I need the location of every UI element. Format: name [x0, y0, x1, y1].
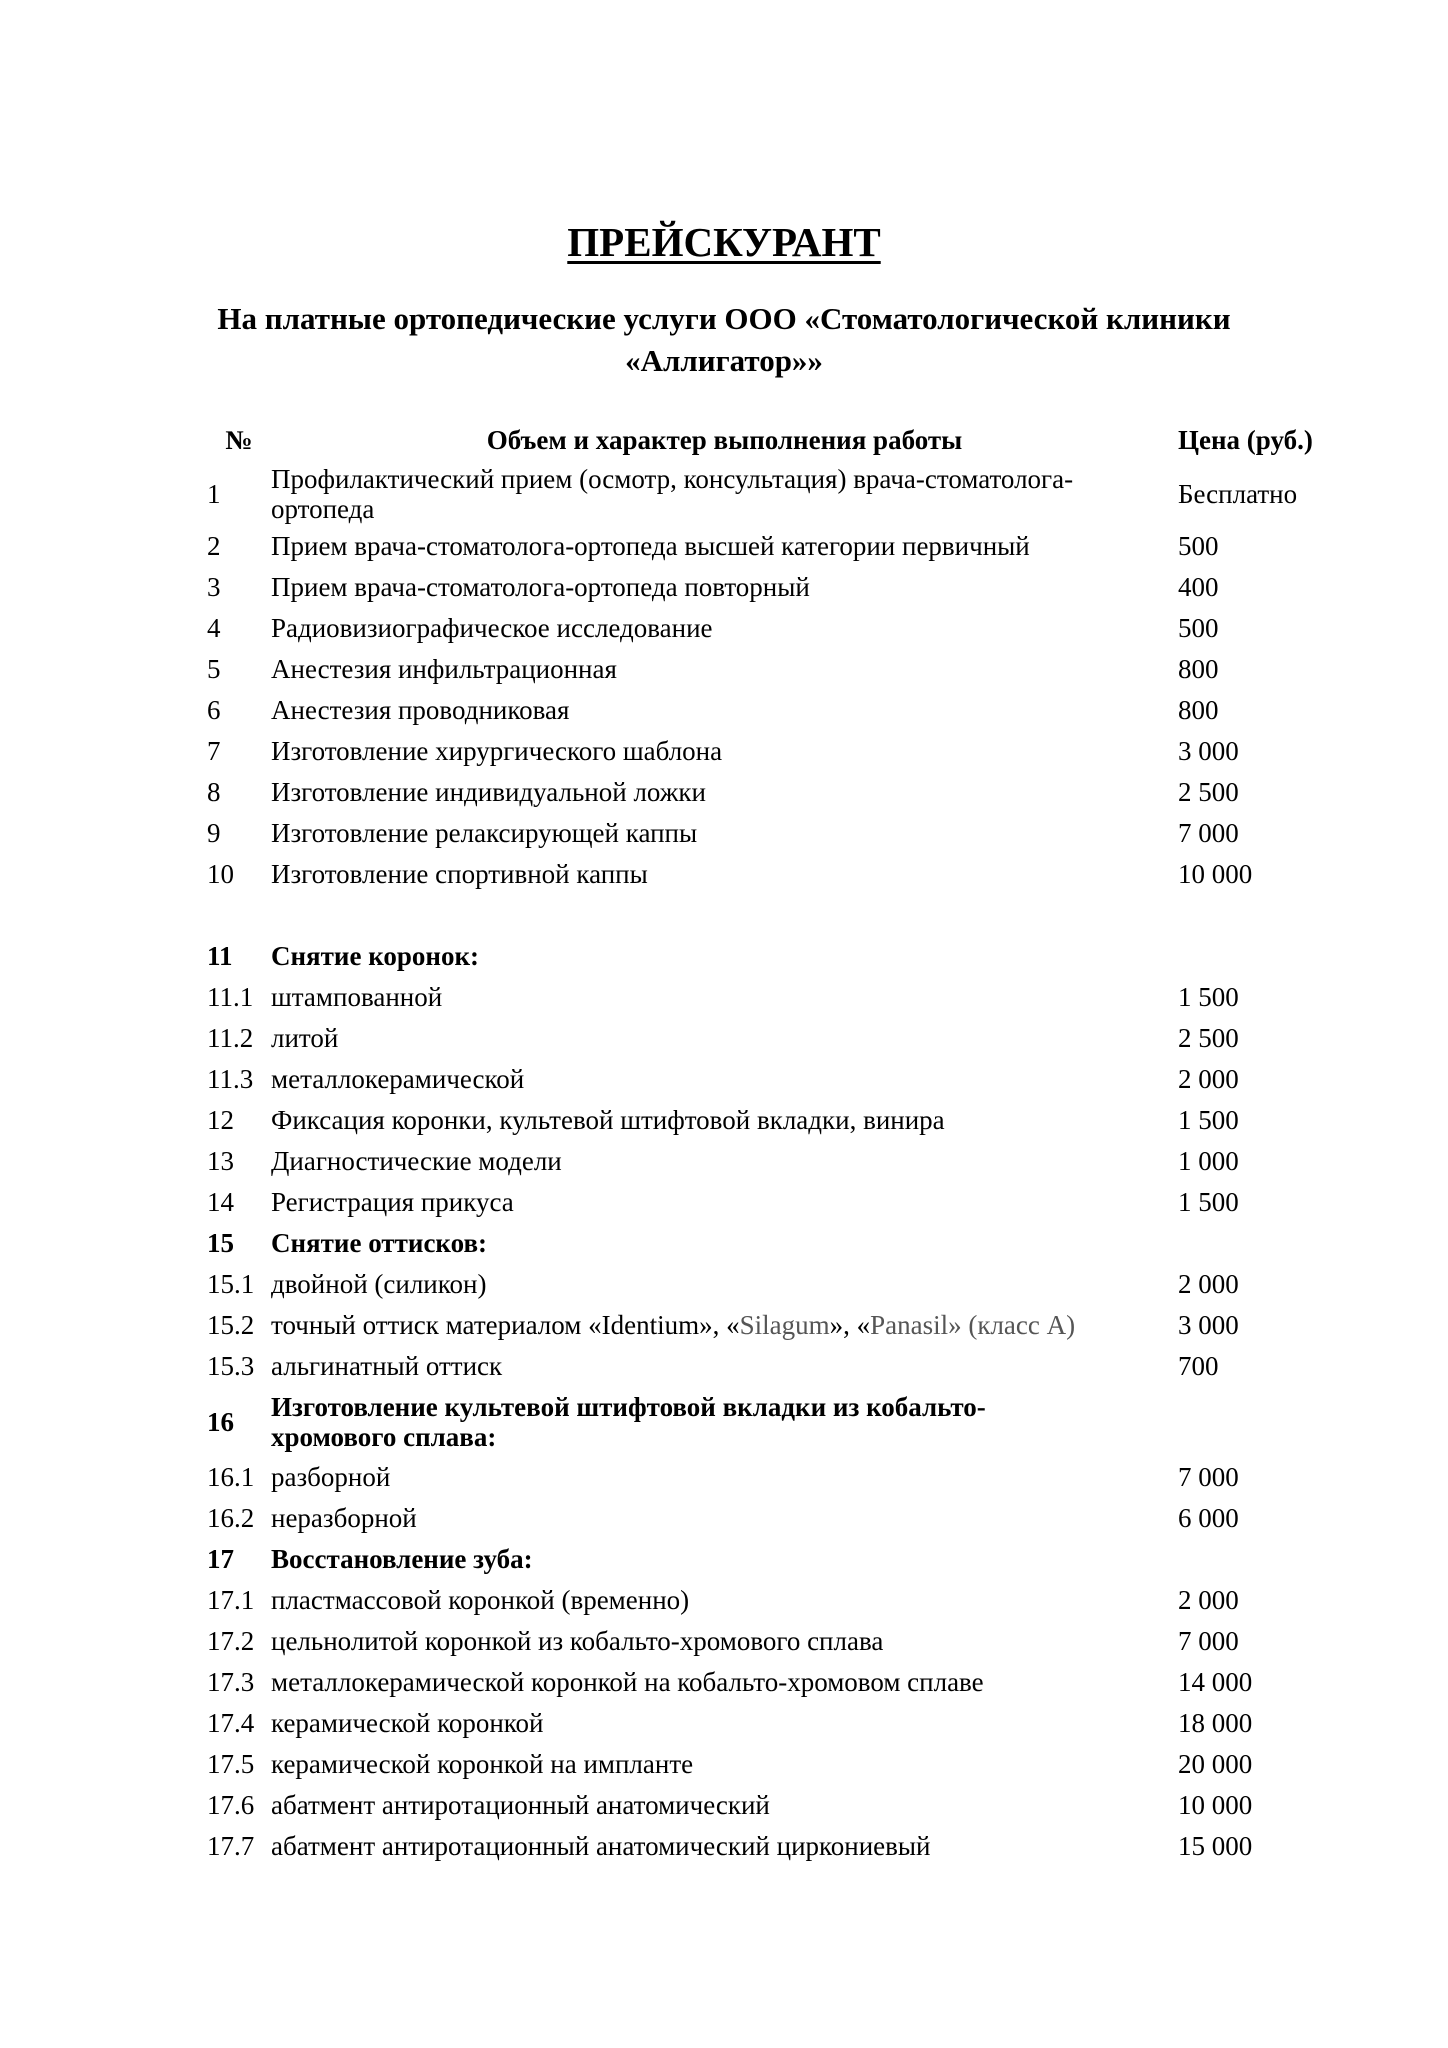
row-number: 6: [207, 695, 221, 725]
category-row: [207, 1539, 1358, 1580]
row-price: 18 000: [1178, 1708, 1253, 1738]
table-row: [207, 1100, 1358, 1141]
table-row: [207, 1621, 1358, 1662]
row-number: 1: [207, 478, 221, 509]
row-number: 17.4: [207, 1708, 255, 1738]
table-row: [207, 1457, 1358, 1498]
spacer-row: [207, 895, 1358, 936]
material-panasil: Panasil» (класс А): [870, 1310, 1076, 1340]
table-row: [207, 1305, 1358, 1346]
price-table: [207, 418, 1358, 1867]
subtitle-line-2: «Аллигатор»»: [625, 343, 823, 378]
table-row: [207, 1785, 1358, 1826]
row-description: Профилактический прием (осмотр, консультация) врача-стоматолога-ортопеда: [271, 464, 1074, 524]
row-description: двойной (силикон): [271, 1269, 487, 1299]
row-number: 17.3: [207, 1667, 255, 1697]
table-row: [207, 977, 1358, 1018]
row-number: 16.1: [207, 1462, 255, 1492]
subtitle-line-1: На платные ортопедические услуги ООО «Стоматологической клиники: [217, 301, 1231, 336]
table-row: [207, 1662, 1358, 1703]
row-price: Бесплатно: [1178, 478, 1298, 509]
category-row: [207, 936, 1358, 977]
row-description: керамической коронкой на импланте: [271, 1749, 694, 1779]
row-number: 17.7: [207, 1831, 255, 1861]
row-price: 2 500: [1178, 777, 1239, 807]
row-description: абатмент антиротационный анатомический: [271, 1790, 770, 1820]
table-row: [207, 1059, 1358, 1100]
row-description: металлокерамической: [271, 1064, 525, 1094]
row-number: 15.2: [207, 1310, 255, 1340]
category-row: [207, 1223, 1358, 1264]
row-description: альгинатный оттиск: [271, 1351, 503, 1381]
material-silagum: Silagum: [739, 1310, 830, 1340]
row-number: 15.3: [207, 1351, 255, 1381]
row-description: керамической коронкой: [271, 1708, 544, 1738]
row-number: 11.1: [207, 982, 254, 1012]
row-number: 16.2: [207, 1503, 255, 1533]
row-number: 2: [207, 531, 221, 561]
row-description: Анестезия проводниковая: [271, 695, 570, 725]
row-description: литой: [271, 1023, 339, 1053]
table-row: [207, 731, 1358, 772]
row-price: 800: [1178, 695, 1219, 725]
row-price: 2 000: [1178, 1064, 1239, 1094]
row-description: Изготовление спортивной каппы: [271, 859, 648, 889]
row-number: 8: [207, 777, 221, 807]
table-row: [207, 1346, 1358, 1387]
table-row: [207, 462, 1358, 526]
table-row: [207, 526, 1358, 567]
table-row: [207, 1182, 1358, 1223]
row-description: абатмент антиротационный анатомический циркониевый: [271, 1831, 931, 1861]
row-number: 3: [207, 572, 221, 602]
row-description: Изготовление индивидуальной ложки: [271, 777, 706, 807]
row-price: 6 000: [1178, 1503, 1239, 1533]
row-number: 5: [207, 654, 221, 684]
row-number: 13: [207, 1146, 234, 1176]
table-row: [207, 649, 1358, 690]
row-number: 11.2: [207, 1023, 254, 1053]
table-row: [207, 854, 1358, 895]
row-price: 14 000: [1178, 1667, 1253, 1697]
table-row: [207, 1141, 1358, 1182]
row-price: 15 000: [1178, 1831, 1253, 1861]
row-number: 15.1: [207, 1269, 255, 1299]
table-row: [207, 772, 1358, 813]
row-price: 10 000: [1178, 859, 1253, 889]
row-price: 2 500: [1178, 1023, 1239, 1053]
category-title: Снятие коронок:: [271, 941, 480, 971]
row-number: 11.3: [207, 1064, 254, 1094]
row-price: 800: [1178, 654, 1219, 684]
page-title: [0, 218, 1448, 266]
table-header-row: [207, 418, 1358, 462]
table-row: [207, 567, 1358, 608]
category-title: Изготовление культевой штифтовой вкладки из кобальто-хромового сплава:: [271, 1392, 986, 1452]
row-description: неразборной: [271, 1503, 417, 1533]
row-number: 9: [207, 818, 221, 848]
row-description: [271, 1305, 1178, 1346]
row-description-part: », «: [829, 1310, 871, 1340]
row-number: 7: [207, 736, 221, 766]
category-title: Снятие оттисков:: [271, 1228, 488, 1258]
row-description: Регистрация прикуса: [271, 1187, 514, 1217]
row-number: 14: [207, 1187, 234, 1217]
row-price: 400: [1178, 572, 1219, 602]
row-description: Диагностические модели: [271, 1146, 562, 1176]
table-row: [207, 1580, 1358, 1621]
row-price: 1 500: [1178, 1187, 1239, 1217]
table-row: [207, 1018, 1358, 1059]
row-price: 3 000: [1178, 1310, 1239, 1340]
row-description: Фиксация коронки, культевой штифтовой вкладки, винира: [271, 1105, 945, 1135]
header-description: Объем и характер выполнения работы: [486, 424, 963, 455]
row-description: Прием врача-стоматолога-ортопеда повторный: [271, 572, 810, 602]
table-row: [207, 813, 1358, 854]
row-description: Прием врача-стоматолога-ортопеда высшей категории первичный: [271, 531, 1030, 561]
category-title: Восстановление зуба:: [271, 1544, 533, 1574]
table-row: [207, 1264, 1358, 1305]
row-price: 7 000: [1178, 1626, 1239, 1656]
table-row: [207, 1826, 1358, 1867]
row-number: 17.2: [207, 1626, 255, 1656]
table-row: [207, 1498, 1358, 1539]
table-row: [207, 608, 1358, 649]
row-number: 4: [207, 613, 221, 643]
page-subtitle: [0, 298, 1448, 382]
row-description: цельнолитой коронкой из кобальто-хромового сплава: [271, 1626, 884, 1656]
row-description: штампованной: [271, 982, 443, 1012]
row-description-part: точный оттиск материалом «Identium», «: [271, 1310, 740, 1340]
category-number: 17: [207, 1544, 234, 1574]
row-description: Радиовизиографическое исследование: [271, 613, 713, 643]
page-title-text: ПРЕЙСКУРАНТ: [567, 219, 881, 265]
row-description: пластмассовой коронкой (временно): [271, 1585, 690, 1615]
row-description: Анестезия инфильтрационная: [271, 654, 617, 684]
row-price: 2 000: [1178, 1269, 1239, 1299]
row-price: 700: [1178, 1351, 1219, 1381]
table-row: [207, 690, 1358, 731]
header-number: №: [225, 424, 253, 455]
row-price: 3 000: [1178, 736, 1239, 766]
row-price: 20 000: [1178, 1749, 1253, 1779]
row-number: 17.6: [207, 1790, 255, 1820]
row-number: 10: [207, 859, 234, 889]
category-row: [207, 1387, 1358, 1457]
row-number: 17.5: [207, 1749, 255, 1779]
row-price: 10 000: [1178, 1790, 1253, 1820]
row-price: 500: [1178, 531, 1219, 561]
row-number: 17.1: [207, 1585, 255, 1615]
table-row: [207, 1744, 1358, 1785]
row-price: 1 500: [1178, 1105, 1239, 1135]
row-description: Изготовление хирургического шаблона: [271, 736, 723, 766]
row-description: Изготовление релаксирующей каппы: [271, 818, 698, 848]
row-price: 1 500: [1178, 982, 1239, 1012]
row-price: 1 000: [1178, 1146, 1239, 1176]
category-number: 16: [207, 1406, 234, 1437]
header-price: Цена (руб.): [1178, 424, 1313, 455]
category-number: 15: [207, 1228, 234, 1258]
row-description: металлокерамической коронкой на кобальто-хромовом сплаве: [271, 1667, 984, 1697]
row-price: 2 000: [1178, 1585, 1239, 1615]
row-number: 12: [207, 1105, 234, 1135]
category-number: 11: [207, 941, 233, 971]
row-description: разборной: [271, 1462, 391, 1492]
row-price: 500: [1178, 613, 1219, 643]
row-price: 7 000: [1178, 818, 1239, 848]
row-price: 7 000: [1178, 1462, 1239, 1492]
table-row: [207, 1703, 1358, 1744]
